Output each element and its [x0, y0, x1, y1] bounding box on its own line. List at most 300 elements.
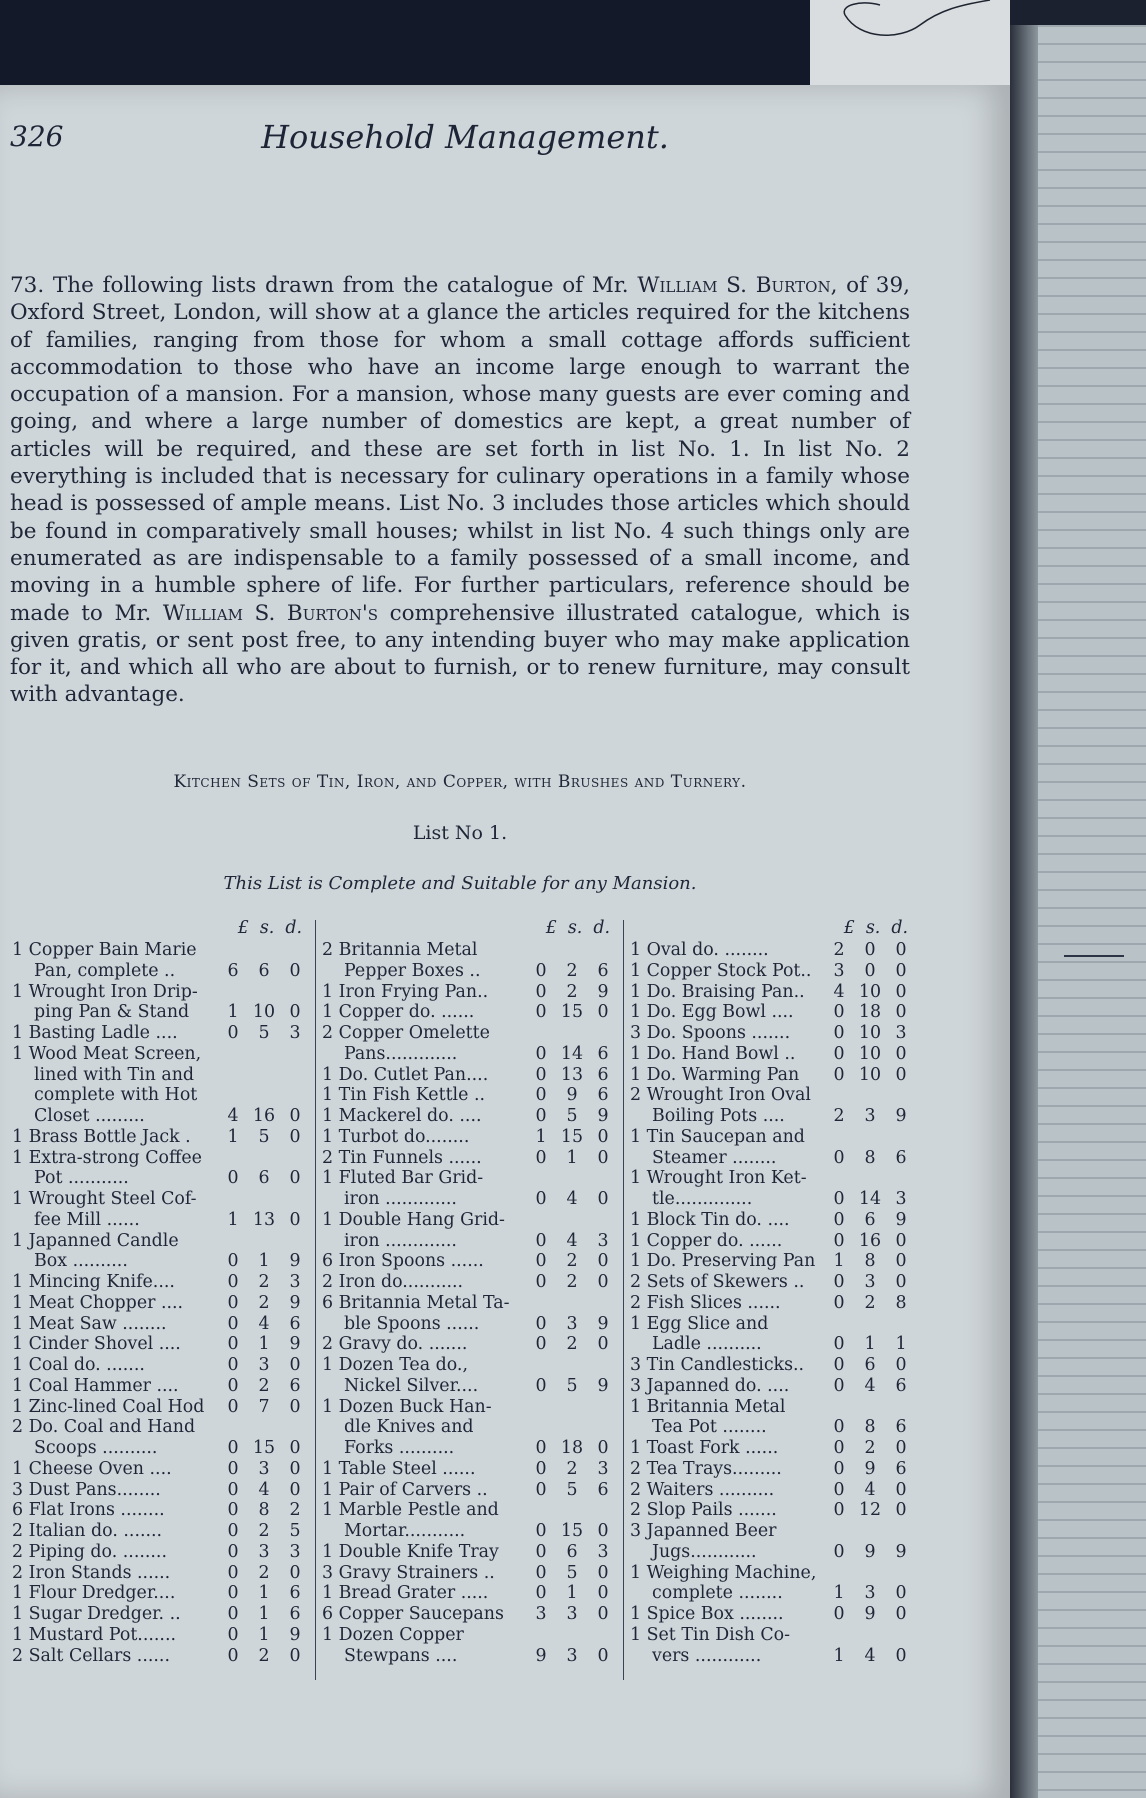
list-item	[12, 961, 310, 982]
list-item	[322, 1355, 618, 1376]
item-name: Mortar...........	[344, 1521, 466, 1541]
item-price	[526, 1480, 618, 1501]
list-item	[630, 1231, 916, 1252]
item-name: 1 Wood Meat Screen,	[12, 1043, 202, 1064]
price-shillings: 3	[258, 1458, 270, 1479]
item-price	[824, 1002, 916, 1023]
item-name: 1 Dozen Buck Han-	[322, 1396, 492, 1417]
list-item	[322, 1542, 618, 1563]
list-item	[630, 1065, 916, 1086]
price-shillings: 10	[858, 1043, 882, 1064]
price-pounds: 0	[227, 1458, 239, 1479]
list-item	[12, 1355, 310, 1376]
price-shillings: 4	[864, 1375, 876, 1396]
list-item	[630, 1106, 916, 1127]
item-name: 3 Tin Candlesticks..	[630, 1355, 805, 1375]
item-price	[824, 1293, 916, 1314]
price-pounds: 0	[535, 1043, 547, 1064]
item-name: 1 Sugar Dredger. ..	[12, 1604, 181, 1624]
item-name: 1 Mackerel do. ....	[322, 1106, 482, 1126]
price-shillings: 15	[560, 1521, 584, 1541]
list-item	[12, 1314, 310, 1335]
price-pounds: 0	[535, 960, 547, 981]
list-item	[12, 1625, 310, 1646]
item-price	[526, 1604, 618, 1625]
item-name: 1 Spice Box ........	[630, 1604, 784, 1624]
item-price	[526, 1127, 618, 1148]
list-item	[630, 1002, 916, 1023]
price-pence: 0	[895, 1355, 907, 1375]
page-gutter	[1010, 25, 1038, 1798]
item-price	[824, 1438, 916, 1459]
price-pence: 0	[597, 1645, 609, 1666]
list-item	[322, 940, 618, 961]
item-price	[218, 1480, 310, 1501]
facing-page-edge	[1010, 25, 1146, 1798]
sticky-note	[810, 0, 1010, 85]
intro-paragraph	[10, 272, 910, 709]
price-shillings: 9	[864, 1541, 876, 1562]
price-shillings: 4	[566, 1189, 578, 1209]
item-name: Nickel Silver....	[344, 1375, 479, 1396]
list-item	[322, 1563, 618, 1584]
item-name: Tea Pot ........	[652, 1417, 767, 1438]
item-name: 2 Fish Slices ......	[630, 1292, 781, 1313]
item-price	[824, 1542, 916, 1563]
intro-lead: 73. The following lists drawn from the catalogue of Mr.	[10, 273, 629, 298]
price-pence: 0	[289, 960, 301, 981]
item-name: 2 Copper Omelette	[322, 1023, 490, 1043]
author-name-possessive: William S. Burton's	[162, 600, 379, 626]
item-name: Pot ...........	[34, 1168, 129, 1189]
price-pence: 3	[895, 1023, 907, 1043]
price-pounds: 0	[535, 1375, 547, 1396]
price-pence: 6	[597, 1043, 609, 1064]
price-pence: 0	[597, 1562, 609, 1583]
price-pence: 0	[895, 940, 907, 960]
item-name: 1 Wrought Iron Drip-	[12, 981, 198, 1002]
price-pence: 3	[597, 1230, 609, 1251]
price-pence: 6	[895, 1147, 907, 1168]
price-pence: 0	[597, 1583, 609, 1604]
list-item	[322, 982, 618, 1003]
item-name: Box ..........	[34, 1251, 128, 1272]
price-pence: 0	[895, 1251, 907, 1272]
item-price	[824, 1480, 916, 1501]
price-pence: 0	[289, 1458, 301, 1479]
price-shillings: 9	[864, 1604, 876, 1624]
list-item	[322, 1397, 618, 1418]
item-name: fee Mill ......	[34, 1209, 140, 1230]
price-pence: 6	[597, 1064, 609, 1085]
item-price	[526, 1002, 618, 1023]
list-item	[322, 1251, 618, 1272]
price-pounds: 1	[833, 1583, 845, 1604]
price-pence: 2	[289, 1500, 301, 1521]
price-pounds: 3	[535, 1604, 547, 1624]
price-pence: 0	[289, 1396, 301, 1417]
price-pounds: 0	[833, 1230, 845, 1251]
item-name: 1 Coal do. .......	[12, 1355, 145, 1375]
price-pence: 0	[895, 1272, 907, 1292]
price-pounds: 0	[227, 1355, 239, 1375]
item-name: 1 Oval do. ........	[630, 940, 769, 960]
price-pounds: 0	[535, 1064, 547, 1085]
item-price	[218, 1293, 310, 1314]
list-item	[12, 1189, 310, 1210]
margin-rule	[1064, 955, 1124, 965]
item-name: 6 Iron Spoons ......	[322, 1251, 484, 1272]
list-item	[322, 1085, 618, 1106]
price-pounds: 0	[227, 1521, 239, 1541]
price-shillings: 8	[864, 1251, 876, 1272]
price-pence: 0	[597, 1438, 609, 1458]
item-price	[824, 1646, 916, 1667]
price-pounds: 0	[833, 1334, 845, 1355]
item-name: 1 Weighing Machine,	[630, 1562, 817, 1583]
item-price	[526, 1583, 618, 1604]
item-price	[218, 961, 310, 982]
list-item	[322, 1480, 618, 1501]
item-price	[526, 1334, 618, 1355]
item-price	[218, 1376, 310, 1397]
price-pence: 9	[597, 981, 609, 1002]
price-pence: 3	[289, 1272, 301, 1292]
price-pence: 0	[895, 1002, 907, 1023]
price-pounds: 0	[227, 1313, 239, 1334]
item-name: 1 Japanned Candle	[12, 1230, 179, 1251]
item-name: 3 Gravy Strainers ..	[322, 1562, 495, 1583]
price-shillings: 5	[566, 1562, 578, 1583]
price-column-3	[630, 918, 916, 1666]
list-item	[12, 1065, 310, 1086]
price-pence: 0	[895, 1479, 907, 1500]
price-pence: 0	[597, 1334, 609, 1355]
price-shillings: 3	[864, 1272, 876, 1292]
item-price	[218, 1625, 310, 1646]
price-pence: 6	[289, 1604, 301, 1624]
price-pounds: 0	[535, 1562, 547, 1583]
item-name: 3 Dust Pans........	[12, 1479, 161, 1500]
price-shillings: 3	[566, 1313, 578, 1334]
item-price	[218, 1542, 310, 1563]
price-pence: 0	[895, 960, 907, 981]
item-price	[526, 1376, 618, 1397]
list-item	[630, 1583, 916, 1604]
item-price	[824, 1231, 916, 1252]
price-pounds: 0	[227, 1645, 239, 1666]
price-pounds: 6	[227, 960, 239, 981]
list-item	[630, 1168, 916, 1189]
item-price	[824, 1376, 916, 1397]
price-pounds: 0	[833, 1209, 845, 1230]
currency-header: £ s. d.	[843, 918, 908, 938]
item-name: 1 Double Hang Grid-	[322, 1209, 505, 1230]
price-shillings: 10	[858, 1023, 882, 1043]
price-pence: 9	[289, 1334, 301, 1355]
item-name: 2 Piping do. ........	[12, 1541, 167, 1562]
list-item	[12, 1127, 310, 1148]
price-shillings: 2	[258, 1562, 270, 1583]
item-price	[824, 1106, 916, 1127]
price-shillings: 2	[566, 960, 578, 981]
price-pounds: 0	[227, 1624, 239, 1645]
list-item	[630, 1044, 916, 1065]
price-shillings: 15	[560, 1126, 584, 1147]
list-item	[322, 1210, 618, 1231]
price-pence: 6	[597, 960, 609, 981]
price-pence: 0	[289, 1645, 301, 1666]
item-price	[218, 1521, 310, 1542]
price-shillings: 1	[258, 1334, 270, 1355]
item-name: 1 Cinder Shovel ....	[12, 1334, 181, 1355]
price-pounds: 0	[833, 1458, 845, 1479]
price-shillings: 5	[566, 1375, 578, 1396]
item-price	[526, 1521, 618, 1542]
item-name: ping Pan & Stand	[34, 1002, 190, 1023]
background-top	[0, 0, 810, 95]
price-pence: 0	[289, 1479, 301, 1500]
list-item	[322, 1148, 618, 1169]
price-pounds: 9	[535, 1645, 547, 1666]
price-pounds: 0	[227, 1562, 239, 1583]
item-name: 1 Brass Bottle Jack .	[12, 1126, 191, 1147]
price-shillings: 1	[258, 1624, 270, 1645]
item-name: vers ............	[652, 1645, 762, 1666]
running-title: Household Management.	[261, 118, 669, 156]
list-item	[322, 1314, 618, 1335]
item-name: Scoops ..........	[34, 1438, 158, 1458]
price-pounds: 0	[535, 1479, 547, 1500]
item-price	[218, 1604, 310, 1625]
price-pence: 0	[289, 1438, 301, 1458]
price-pence: 0	[597, 1272, 609, 1292]
item-price	[218, 1251, 310, 1272]
list-item	[12, 1542, 310, 1563]
price-pence: 0	[895, 1500, 907, 1521]
item-price	[526, 1189, 618, 1210]
list-item	[12, 1521, 310, 1542]
list-item	[322, 1168, 618, 1189]
item-price	[824, 1065, 916, 1086]
list-item	[322, 1521, 618, 1542]
item-name: 2 Gravy do. .......	[322, 1334, 468, 1355]
item-name: 1 Tin Fish Kettle ..	[322, 1085, 485, 1106]
item-name: iron .............	[344, 1189, 457, 1209]
price-shillings: 1	[864, 1334, 876, 1355]
list-item	[630, 1210, 916, 1231]
price-pence: 3	[597, 1458, 609, 1479]
list-item	[630, 1459, 916, 1480]
item-name: 1 Copper Bain Marie	[12, 940, 197, 960]
item-name: 1 Mustard Pot.......	[12, 1624, 177, 1645]
item-name: 1 Double Knife Tray	[322, 1541, 499, 1562]
price-pence: 0	[895, 1604, 907, 1624]
list-item	[12, 1459, 310, 1480]
item-name: Pepper Boxes ..	[344, 960, 481, 981]
item-price	[218, 1002, 310, 1023]
item-name: 1 Fluted Bar Grid-	[322, 1168, 484, 1189]
list-item	[12, 1604, 310, 1625]
item-name: 6 Flat Irons ........	[12, 1500, 165, 1521]
price-pounds: 0	[535, 1521, 547, 1541]
price-shillings: 2	[566, 981, 578, 1002]
price-pounds: 0	[833, 1479, 845, 1500]
price-pounds: 0	[535, 1334, 547, 1355]
list-title: List No 1.	[412, 822, 508, 844]
item-price	[824, 940, 916, 961]
price-pounds: 0	[833, 1147, 845, 1168]
item-price	[526, 961, 618, 982]
price-pounds: 0	[227, 1375, 239, 1396]
price-pounds: 0	[535, 981, 547, 1002]
item-price	[526, 1106, 618, 1127]
item-price	[824, 982, 916, 1003]
item-price	[526, 1563, 618, 1584]
price-pounds: 0	[227, 1500, 239, 1521]
item-price	[824, 1251, 916, 1272]
item-name: 1 Tin Saucepan and	[630, 1126, 805, 1147]
list-item	[630, 1314, 916, 1335]
list-item	[322, 1583, 618, 1604]
item-name: 3 Japanned Beer	[630, 1521, 777, 1541]
list-item	[322, 1646, 618, 1667]
list-item	[630, 1085, 916, 1106]
item-price	[218, 1438, 310, 1459]
item-price	[218, 1127, 310, 1148]
price-pence: 0	[597, 1251, 609, 1272]
list-item	[630, 1625, 916, 1646]
item-price	[824, 1500, 916, 1521]
item-price	[526, 1646, 618, 1667]
item-name: 1 Egg Slice and	[630, 1313, 769, 1334]
item-name: 1 Wrought Steel Cof-	[12, 1189, 197, 1209]
list-item	[322, 1459, 618, 1480]
item-price	[824, 1334, 916, 1355]
price-shillings: 2	[258, 1272, 270, 1292]
price-pounds: 0	[227, 1396, 239, 1417]
list-item	[322, 1417, 618, 1438]
price-shillings: 2	[566, 1334, 578, 1355]
list-item	[630, 982, 916, 1003]
price-shillings: 0	[864, 940, 876, 960]
item-name: 2 Wrought Iron Oval	[630, 1085, 811, 1106]
item-name: 1 Coal Hammer ....	[12, 1375, 179, 1396]
price-pounds: 1	[227, 1209, 239, 1230]
item-name: 2 Salt Cellars ......	[12, 1645, 170, 1666]
list-item	[322, 1106, 618, 1127]
item-name: 1 Basting Ladle ....	[12, 1023, 178, 1043]
price-shillings: 3	[566, 1645, 578, 1666]
price-pounds: 0	[833, 1292, 845, 1313]
price-shillings: 1	[258, 1604, 270, 1624]
price-pence: 0	[289, 1355, 301, 1375]
item-name: 1 Block Tin do. ....	[630, 1209, 790, 1230]
list-item	[322, 1500, 618, 1521]
item-price	[526, 1272, 618, 1293]
price-shillings: 6	[864, 1209, 876, 1230]
price-pence: 0	[289, 1168, 301, 1189]
price-pounds: 0	[833, 1417, 845, 1438]
list-item	[630, 1563, 916, 1584]
list-item	[630, 961, 916, 982]
price-pounds: 1	[833, 1645, 845, 1666]
item-price	[218, 1168, 310, 1189]
list-item	[12, 1397, 310, 1418]
item-name: 1 Bread Grater .....	[322, 1583, 489, 1604]
list-item	[12, 982, 310, 1003]
price-shillings: 4	[566, 1230, 578, 1251]
list-item	[12, 1210, 310, 1231]
price-pence: 0	[895, 1438, 907, 1458]
price-pence: 0	[895, 981, 907, 1002]
item-price	[218, 1397, 310, 1418]
item-name: 1 Set Tin Dish Co-	[630, 1624, 791, 1645]
item-price	[218, 1583, 310, 1604]
price-pounds: 0	[833, 1438, 845, 1458]
list-item	[12, 940, 310, 961]
item-name: 2 Iron do...........	[322, 1272, 464, 1292]
price-pounds: 0	[227, 1168, 239, 1189]
price-shillings: 3	[258, 1541, 270, 1562]
item-price	[218, 1314, 310, 1335]
list-item	[12, 1044, 310, 1065]
item-price	[526, 1314, 618, 1335]
price-pounds: 0	[535, 1251, 547, 1272]
item-price	[526, 1065, 618, 1086]
price-pounds: 1	[227, 1126, 239, 1147]
item-name: tle..............	[652, 1189, 753, 1209]
list-item	[630, 1355, 916, 1376]
item-name: dle Knives and	[344, 1417, 474, 1438]
list-item	[630, 1376, 916, 1397]
list-item	[322, 1231, 618, 1252]
item-price	[526, 1438, 618, 1459]
price-shillings: 9	[864, 1458, 876, 1479]
price-shillings: 6	[258, 1168, 270, 1189]
list-item	[12, 1251, 310, 1272]
list-item	[322, 1044, 618, 1065]
list-item	[12, 1438, 310, 1459]
price-shillings: 0	[864, 960, 876, 981]
item-price	[218, 1459, 310, 1480]
item-price	[218, 1646, 310, 1667]
price-shillings: 16	[858, 1230, 882, 1251]
item-name: 2 Sets of Skewers ..	[630, 1272, 805, 1292]
item-name: 1 Britannia Metal	[630, 1396, 786, 1417]
page-number: 326	[10, 120, 64, 153]
price-shillings: 10	[858, 981, 882, 1002]
price-pence: 0	[597, 1521, 609, 1541]
item-name: Forks ..........	[344, 1438, 455, 1458]
price-shillings: 16	[252, 1106, 276, 1126]
price-shillings: 4	[258, 1479, 270, 1500]
list-item	[12, 1085, 310, 1106]
item-price	[526, 982, 618, 1003]
item-name: 1 Toast Fork ......	[630, 1438, 779, 1458]
price-pounds: 0	[535, 1147, 547, 1168]
list-item	[630, 1521, 916, 1542]
list-item	[630, 1438, 916, 1459]
price-shillings: 10	[858, 1064, 882, 1085]
column-rule	[623, 920, 624, 1680]
price-pounds: 0	[535, 1189, 547, 1209]
list-item	[630, 1542, 916, 1563]
item-price	[824, 961, 916, 982]
price-pounds: 0	[535, 1085, 547, 1106]
price-pence: 0	[289, 1126, 301, 1147]
price-column-1	[12, 918, 310, 1666]
